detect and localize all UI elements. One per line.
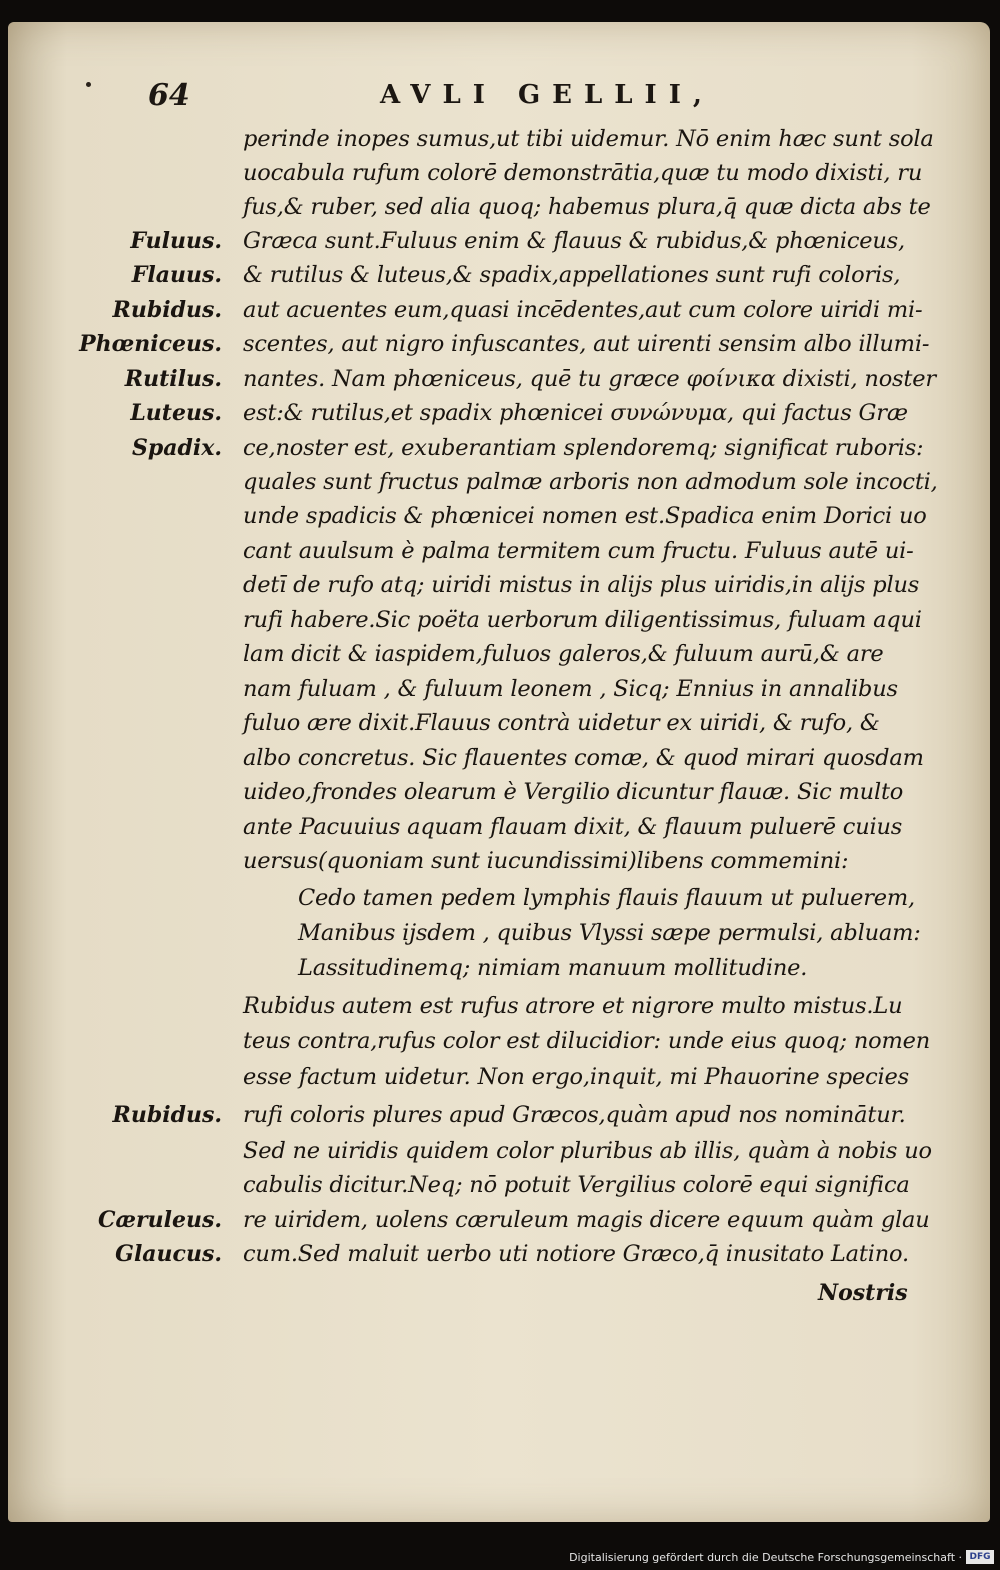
text-line: unde spadicis & phœnicei nomen est.Spadica enim Dorici uo (243, 503, 927, 529)
text-line: ante Pacuuius aquam flauam dixit, & flauum puluerē cuius (243, 814, 903, 840)
text-line: uersus(quoniam sunt iucundissimi)libens commemini: (243, 848, 849, 874)
sidenote: Phœniceus. (79, 331, 222, 357)
page-number: 64 (148, 78, 190, 113)
text-line: teus contra,rufus color est dilucidior: unde eius quoq; nomen (243, 1028, 930, 1054)
sidenote: Rutilus. (124, 366, 222, 392)
sidenote: Fuluus. (130, 228, 222, 254)
verse-line: Lassitudinemq; nimiam manuum mollitudine. (298, 955, 808, 981)
text-line: quales sunt fructus palmæ arboris non admodum sole incocti, (243, 469, 938, 495)
text-line: detī de rufo atq; uiridi mistus in alijs plus uiridis,in alijs plus (243, 572, 920, 598)
sidenote: Glaucus. (115, 1241, 222, 1267)
running-title: AVLI GELLII, (380, 80, 714, 110)
text-line: cum.Sed maluit uerbo uti notiore Græco,q̄ inusitato Latino. (243, 1241, 909, 1267)
text-line: uideo,frondes olearum è Vergilio dicuntur flauæ. Sic multo (243, 779, 904, 805)
page-header (0, 78, 1000, 118)
sidenote: Luteus. (130, 400, 222, 426)
sidenote: Rubidus. (112, 297, 222, 323)
catchword: Nostris (818, 1280, 908, 1306)
text-line: est:& rutilus,et spadix phœnicei συνώνυμα, qui factus Græ (243, 400, 908, 426)
text-line: cabulis dicitur.Neq; nō potuit Vergilius colorē equi significa (243, 1172, 910, 1198)
text-line: nantes. Nam phœniceus, quē tu græce φοίνικα dixisti, noster (243, 366, 936, 392)
text-line: esse factum uidetur. Non ergo,inquit, mi Phauorine species (243, 1064, 909, 1090)
funding-credit: Digitalisierung gefördert durch die Deutsche Forschungsgemeinschaft · (569, 1551, 962, 1564)
text-line: fus,& ruber, sed alia quoq; habemus plura,q̄ quæ dicta abs te (243, 194, 931, 220)
text-line: ce,noster est, exuberantiam splendoremq; significat ruboris: (243, 435, 924, 461)
verse-line: Cedo tamen pedem lymphis flauis flauum ut puluerem, (298, 885, 916, 911)
text-line: perinde inopes sumus,ut tibi uidemur. Nō enim hæc sunt sola (243, 126, 934, 152)
text-line: lam dicit & iaspidem,fuluos galeros,& fuluum aurū,& are (243, 641, 884, 667)
text-line: Sed ne uiridis quidem color pluribus ab illis, quàm à nobis uo (243, 1138, 932, 1164)
text-line: aut acuentes eum,quasi incēdentes,aut cum colore uiridi mi- (243, 297, 923, 323)
text-line: Græca sunt.Fuluus enim & flauus & rubidus,& phœniceus, (243, 228, 905, 254)
text-line: re uiridem, uolens cæruleum magis dicere equum quàm glau (243, 1207, 930, 1233)
text-line: uocabula rufum colorē demonstrātia,quæ tu modo dixisti, ru (243, 160, 923, 186)
text-line: nam fuluam , & fuluum leonem , Sicq; Ennius in annalibus (243, 676, 898, 702)
text-line: & rutilus & luteus,& spadix,appellationes sunt rufi coloris, (243, 262, 901, 288)
text-line: Rubidus autem est rufus atrore et nigrore multo mistus.Lu (243, 993, 903, 1019)
text-line: rufi coloris plures apud Græcos,quàm apud nos nominātur. (243, 1102, 906, 1128)
text-line: fuluo ære dixit.Flauus contrà uidetur ex uiridi, & rufo, & (243, 710, 880, 736)
text-line: cant auulsum è palma termitem cum fructu. Fuluus autē ui- (243, 538, 914, 564)
verse-line: Manibus ijsdem , quibus Vlyssi sæpe permulsi, abluam: (298, 920, 921, 946)
sidenote: Cæruleus. (98, 1207, 222, 1233)
text-line: scentes, aut nigro infuscantes, aut uirenti sensim albo illumi- (243, 331, 930, 357)
dfg-logo: DFG (966, 1550, 994, 1564)
sidenote: Rubidus. (112, 1102, 222, 1128)
sidenote: Flauus. (131, 262, 222, 288)
text-line: rufi habere.Sic poëta uerborum diligentissimus, fuluam aqui (243, 607, 922, 633)
text-line: albo concretus. Sic flauentes comæ, & quod mirari quosdam (243, 745, 924, 771)
sidenote: Spadix. (131, 435, 222, 461)
